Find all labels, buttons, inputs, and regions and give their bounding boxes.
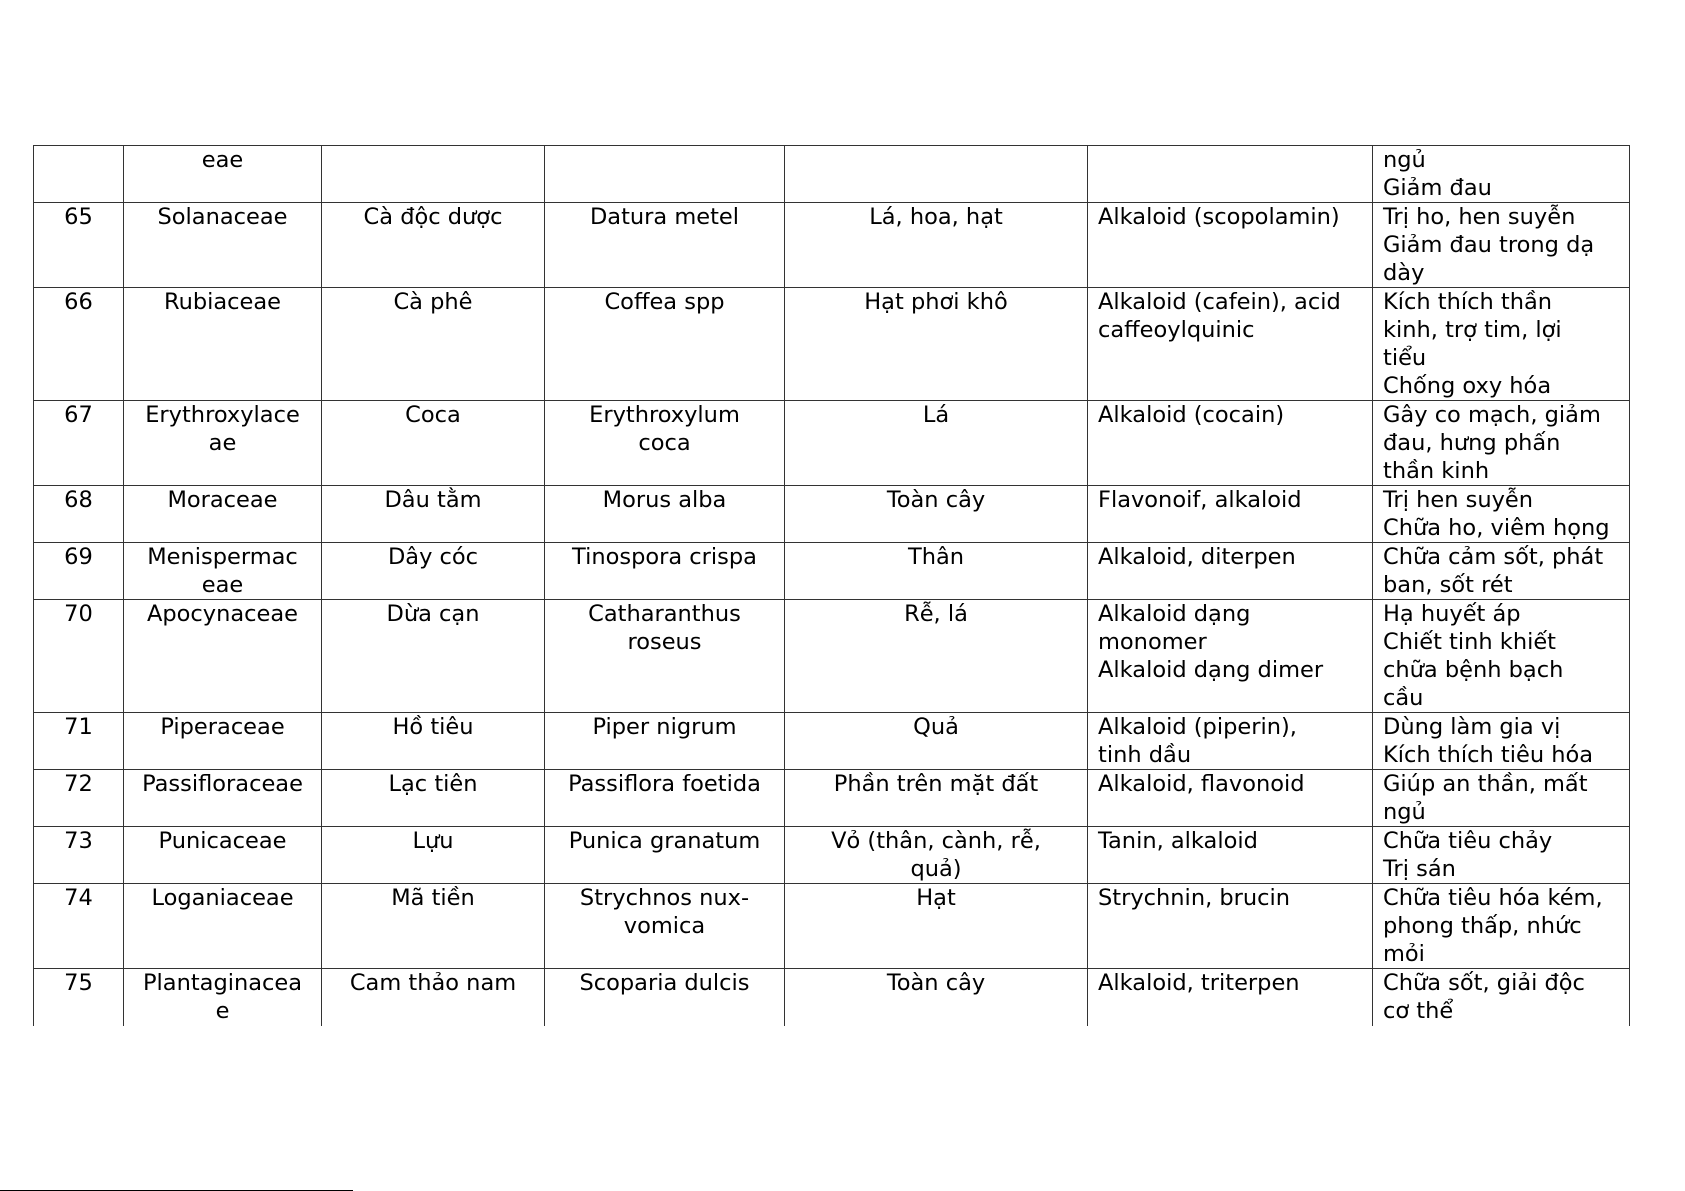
cell-line: Erythroxylum — [589, 402, 740, 428]
cell-plant-part — [785, 713, 1088, 770]
cell-line: Thân — [907, 544, 965, 570]
cell-plant-part — [785, 884, 1088, 969]
cell-family — [124, 401, 322, 486]
cell-line: Scoparia dulcis — [579, 970, 750, 996]
cell-uses — [1373, 401, 1630, 486]
cell-vietnamese-name — [322, 600, 545, 713]
cell-line: Giảm đau — [1383, 175, 1492, 201]
cell-line: Alkaloid dạng — [1098, 601, 1251, 627]
cell-compounds — [1088, 827, 1373, 884]
cell-line: Coffea spp — [604, 289, 725, 315]
cell-line: Alkaloid, triterpen — [1098, 970, 1300, 996]
cell-line: tinh dầu — [1098, 742, 1192, 768]
cell-line: e — [215, 998, 230, 1024]
cell-scientific-name — [545, 203, 785, 288]
cell-line: Tinospora crispa — [572, 544, 757, 570]
cell-uses — [1373, 770, 1630, 827]
cell-scientific-name — [545, 713, 785, 770]
cell-line: Phần trên mặt đất — [833, 771, 1039, 797]
cell-line: 70 — [64, 601, 93, 627]
cell-scientific-name — [545, 401, 785, 486]
cell-uses — [1373, 288, 1630, 401]
cell-vietnamese-name — [322, 543, 545, 600]
cell-line: Trị ho, hen suyễn — [1383, 204, 1576, 230]
table-row — [34, 884, 1630, 969]
cell-plant-part — [785, 288, 1088, 401]
cell-plant-part — [785, 770, 1088, 827]
cell-compounds — [1088, 884, 1373, 969]
cell-line: dày — [1383, 260, 1425, 286]
cell-compounds — [1088, 486, 1373, 543]
cell-line: Gây co mạch, giảm — [1383, 402, 1601, 428]
cell-scientific-name — [545, 146, 785, 203]
cell-line: Giúp an thần, mất — [1383, 771, 1588, 797]
cell-line: Passiflora foetida — [568, 771, 761, 797]
cell-compounds — [1088, 203, 1373, 288]
cell-family — [124, 827, 322, 884]
cell-scientific-name — [545, 827, 785, 884]
cell-line: Rễ, lá — [904, 601, 968, 627]
cell-line: 72 — [64, 771, 93, 797]
cell-vietnamese-name — [322, 288, 545, 401]
cell-line: Alkaloid (cocain) — [1098, 402, 1285, 428]
cell-plant-part — [785, 600, 1088, 713]
cell-uses — [1373, 969, 1630, 1026]
cell-line: thần kinh — [1383, 458, 1490, 484]
cell-line: Catharanthus — [588, 601, 741, 627]
cell-line: 69 — [64, 544, 93, 570]
cell-line: Alkaloid dạng dimer — [1098, 657, 1324, 683]
cell-line: 68 — [64, 487, 93, 513]
cell-uses — [1373, 713, 1630, 770]
cell-line: Mã tiền — [391, 885, 475, 911]
cell-line: ae — [208, 430, 237, 456]
cell-line: Passifloraceae — [142, 771, 303, 797]
cell-line: Tanin, alkaloid — [1098, 828, 1258, 854]
cell-line: coca — [638, 430, 691, 456]
cell-family — [124, 543, 322, 600]
cell-vietnamese-name — [322, 969, 545, 1026]
cell-line: Solanaceae — [157, 204, 288, 230]
cell-line: 71 — [64, 714, 93, 740]
cell-family — [124, 969, 322, 1026]
cell-scientific-name — [545, 770, 785, 827]
cell-compounds — [1088, 713, 1373, 770]
cell-family — [124, 600, 322, 713]
cell-line: Loganiaceae — [151, 885, 294, 911]
cell-uses — [1373, 203, 1630, 288]
cell-line: vomica — [623, 913, 706, 939]
cell-line: Strychnin, brucin — [1098, 885, 1291, 911]
cell-line: Dây cóc — [387, 544, 479, 570]
cell-line: Dâu tằm — [384, 487, 482, 513]
table-row — [34, 401, 1630, 486]
cell-family — [124, 146, 322, 203]
cell-line: Trị sán — [1383, 856, 1456, 882]
cell-line: quả) — [910, 856, 962, 882]
cell-line: Quả — [913, 714, 959, 740]
cell-vietnamese-name — [322, 884, 545, 969]
table-row — [34, 543, 1630, 600]
cell-line: Hạt — [916, 885, 956, 911]
cell-line: Erythroxylace — [145, 402, 300, 428]
cell-line: Chữa tiêu chảy — [1383, 828, 1553, 854]
cell-compounds — [1088, 600, 1373, 713]
cell-number — [34, 884, 124, 969]
cell-line: ngủ — [1383, 799, 1426, 825]
cell-line: 65 — [64, 204, 93, 230]
cell-line: Giảm đau trong dạ — [1383, 232, 1595, 258]
cell-line: Alkaloid (scopolamin) — [1098, 204, 1340, 230]
cell-uses — [1373, 543, 1630, 600]
cell-line: mỏi — [1383, 941, 1425, 967]
cell-plant-part — [785, 401, 1088, 486]
cell-line: Alkaloid (cafein), acid — [1098, 289, 1341, 315]
cell-line: Kích thích thần — [1383, 289, 1553, 315]
cell-family — [124, 203, 322, 288]
cell-vietnamese-name — [322, 146, 545, 203]
cell-line: Coca — [405, 402, 461, 428]
cell-line: Chữa tiêu hóa kém, — [1383, 885, 1603, 911]
table-row — [34, 827, 1630, 884]
cell-compounds — [1088, 543, 1373, 600]
cell-number — [34, 827, 124, 884]
cell-line: roseus — [627, 629, 702, 655]
cell-plant-part — [785, 203, 1088, 288]
cell-plant-part — [785, 486, 1088, 543]
cell-compounds — [1088, 770, 1373, 827]
cell-line: ngủ — [1383, 147, 1426, 173]
cell-line: Lựu — [412, 828, 454, 854]
cell-line: eae — [201, 572, 244, 598]
cell-line: Punicaceae — [158, 828, 287, 854]
cell-number — [34, 969, 124, 1026]
cell-compounds — [1088, 288, 1373, 401]
cell-plant-part — [785, 827, 1088, 884]
table-row — [34, 203, 1630, 288]
cell-scientific-name — [545, 543, 785, 600]
cell-line: Cà độc dược — [363, 204, 503, 230]
cell-vietnamese-name — [322, 770, 545, 827]
cell-line: Cà phê — [393, 289, 473, 315]
cell-line: 67 — [64, 402, 93, 428]
cell-family — [124, 884, 322, 969]
cell-plant-part — [785, 543, 1088, 600]
cell-vietnamese-name — [322, 401, 545, 486]
cell-scientific-name — [545, 969, 785, 1026]
cell-line: kinh, trợ tim, lợi — [1383, 317, 1562, 343]
cell-line: Rubiaceae — [163, 289, 282, 315]
cell-line: Datura metel — [589, 204, 740, 230]
cell-family — [124, 770, 322, 827]
cell-plant-part — [785, 146, 1088, 203]
table-row — [34, 969, 1630, 1026]
cell-line: Hồ tiêu — [392, 714, 474, 740]
cell-family — [124, 288, 322, 401]
cell-number — [34, 203, 124, 288]
cell-vietnamese-name — [322, 486, 545, 543]
cell-line: Moraceae — [167, 487, 278, 513]
cell-uses — [1373, 827, 1630, 884]
cell-line: Piperaceae — [160, 714, 285, 740]
table-row — [34, 146, 1630, 203]
cell-number — [34, 288, 124, 401]
cell-number — [34, 543, 124, 600]
cell-line: caffeoylquinic — [1098, 317, 1255, 343]
cell-scientific-name — [545, 884, 785, 969]
cell-vietnamese-name — [322, 713, 545, 770]
cell-family — [124, 486, 322, 543]
cell-line: 75 — [64, 970, 93, 996]
cell-line: Morus alba — [602, 487, 727, 513]
cell-line: Alkaloid, flavonoid — [1098, 771, 1305, 797]
cell-line: 66 — [64, 289, 93, 315]
cell-line: Toàn cây — [886, 970, 986, 996]
cell-line: Chiết tinh khiết — [1383, 629, 1556, 655]
cell-line: cầu — [1383, 685, 1424, 711]
cell-plant-part — [785, 969, 1088, 1026]
cell-uses — [1373, 146, 1630, 203]
cell-line: monomer — [1098, 629, 1207, 655]
cell-line: Hạ huyết áp — [1383, 601, 1521, 627]
cell-line: Cam thảo nam — [349, 970, 517, 996]
cell-line: Lạc tiên — [388, 771, 478, 797]
table-row — [34, 486, 1630, 543]
table-row — [34, 770, 1630, 827]
cell-line: Plantaginacea — [142, 970, 303, 996]
cell-number — [34, 486, 124, 543]
cell-line: Lá, hoa, hạt — [869, 204, 1003, 230]
cell-number — [34, 600, 124, 713]
cell-compounds — [1088, 146, 1373, 203]
cell-line: Apocynaceae — [146, 601, 299, 627]
cell-line: Alkaloid (piperin), — [1098, 714, 1297, 740]
cell-line: Punica granatum — [568, 828, 761, 854]
cell-number — [34, 770, 124, 827]
cell-family — [124, 713, 322, 770]
cell-scientific-name — [545, 486, 785, 543]
cell-line: Alkaloid, diterpen — [1098, 544, 1296, 570]
cell-line: Vỏ (thân, cành, rễ, — [831, 828, 1041, 854]
cell-line: Dừa cạn — [386, 601, 480, 627]
cell-line: Chữa cảm sốt, phát — [1383, 544, 1604, 570]
cell-vietnamese-name — [322, 827, 545, 884]
table-row — [34, 288, 1630, 401]
cell-uses — [1373, 486, 1630, 543]
cell-uses — [1373, 600, 1630, 713]
cell-line: phong thấp, nhức — [1383, 913, 1582, 939]
cell-line: Lá — [922, 402, 950, 428]
cell-number — [34, 713, 124, 770]
cell-line: Flavonoif, alkaloid — [1098, 487, 1302, 513]
cell-uses — [1373, 884, 1630, 969]
cell-line: ban, sốt rét — [1383, 572, 1513, 598]
table-row — [34, 713, 1630, 770]
cell-vietnamese-name — [322, 203, 545, 288]
cell-number — [34, 146, 124, 203]
cell-number — [34, 401, 124, 486]
cell-line: đau, hưng phấn — [1383, 430, 1561, 456]
cell-line: eae — [201, 147, 244, 173]
medicinal-plants-table — [33, 145, 1630, 1026]
cell-scientific-name — [545, 600, 785, 713]
cell-line: Chữa ho, viêm họng — [1383, 515, 1610, 541]
cell-compounds — [1088, 401, 1373, 486]
cell-line: Chữa sốt, giải độc — [1383, 970, 1585, 996]
cell-line: Piper nigrum — [592, 714, 737, 740]
cell-line: Menispermac — [147, 544, 298, 570]
cell-scientific-name — [545, 288, 785, 401]
cell-line: cơ thể — [1383, 998, 1454, 1024]
cell-compounds — [1088, 969, 1373, 1026]
cell-line: Strychnos nux- — [579, 885, 750, 911]
cell-line: chữa bệnh bạch — [1383, 657, 1564, 683]
cell-line: Toàn cây — [886, 487, 986, 513]
cell-line: Chống oxy hóa — [1383, 373, 1552, 399]
table-row — [34, 600, 1630, 713]
cell-line: Kích thích tiêu hóa — [1383, 742, 1594, 768]
cell-line: 73 — [64, 828, 93, 854]
cell-line: tiểu — [1383, 345, 1427, 371]
cell-line: Trị hen suyễn — [1383, 487, 1534, 513]
cell-line: Hạt phơi khô — [864, 289, 1008, 315]
cell-line: Dùng làm gia vị — [1383, 714, 1561, 740]
cell-line: 74 — [64, 885, 93, 911]
